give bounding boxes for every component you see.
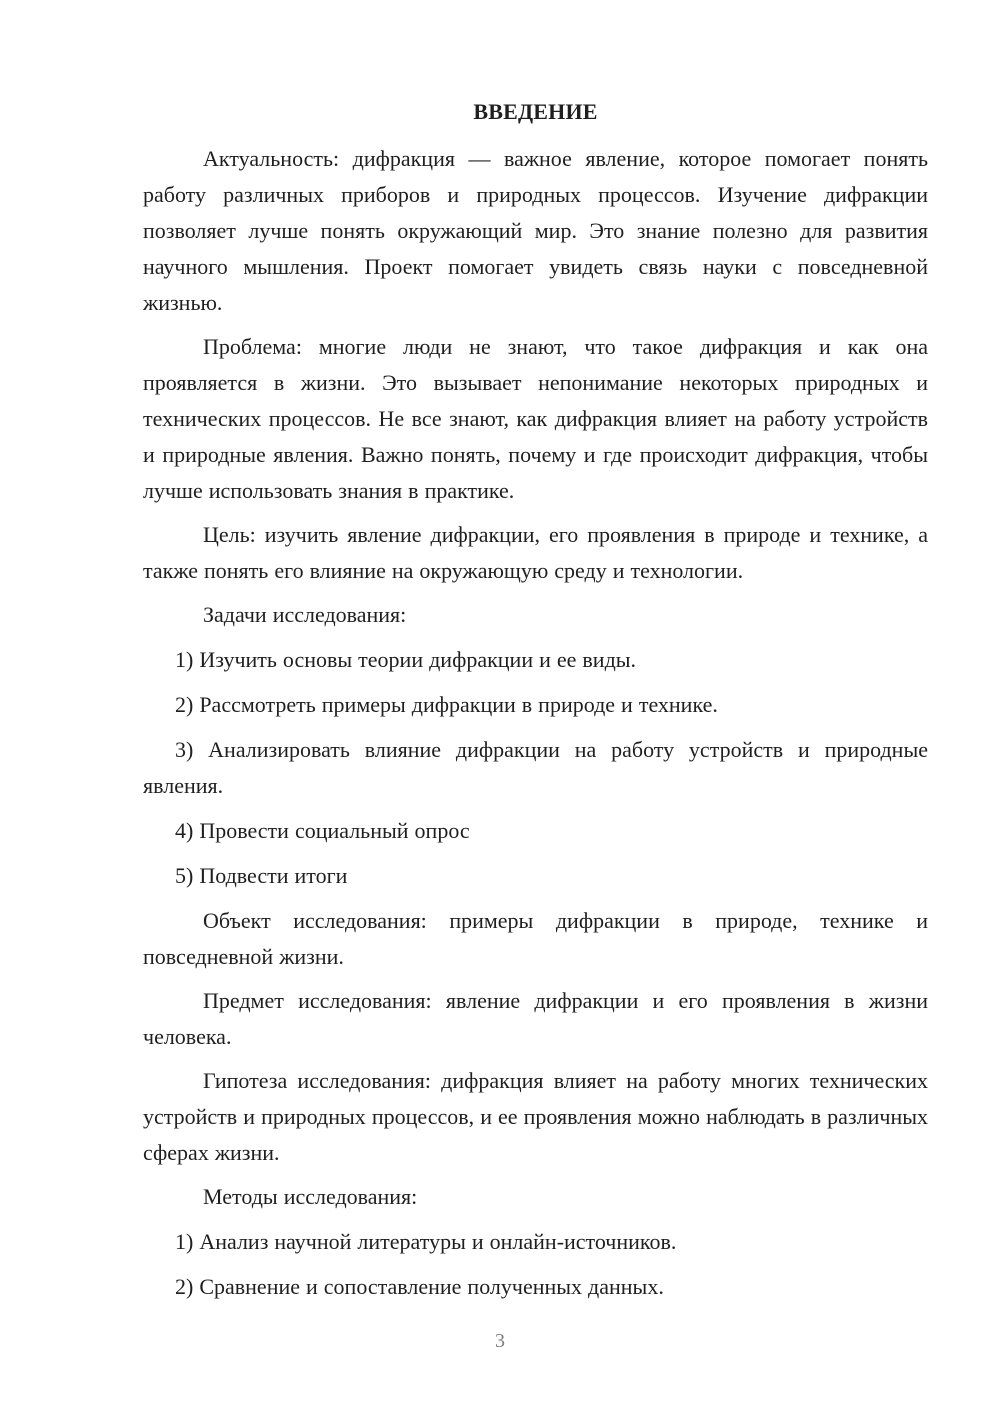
task-item: 3) Анализировать влияние дифракции на работу устройств и природные явления.: [143, 737, 928, 798]
page-title: ВВЕДЕНИЕ: [473, 99, 598, 124]
methods-heading: Методы исследования:: [203, 1184, 418, 1209]
task-item: 5) Подвести итоги: [175, 863, 348, 888]
task-item: 4) Провести социальный опрос: [175, 818, 470, 843]
subject-paragraph: Предмет исследования: явление дифракции и его проявления в жизни человека.: [143, 988, 928, 1049]
goal-paragraph: Цель: изучить явление дифракции, его проявления в природе и технике, а также понять его влияние на окружающую среду и технологии.: [143, 522, 928, 583]
problem-paragraph: Проблема: многие люди не знают, что такое дифракция и как она проявляется в жизни. Это вызывает непонимание некоторых природных и технических процессов. Не все знают, как дифракция влияет на работу устройств и природные явления. Важно понять, почему и где происходит дифракция, чтобы лучше использовать знания в практике.: [143, 334, 928, 503]
method-item: 2) Сравнение и сопоставление полученных данных.: [175, 1274, 664, 1299]
task-item: 1) Изучить основы теории дифракции и ее виды.: [175, 647, 637, 672]
object-paragraph: Объект исследования: примеры дифракции в природе, технике и повседневной жизни.: [143, 908, 928, 969]
task-item: 2) Рассмотреть примеры дифракции в природе и технике.: [175, 692, 718, 717]
page-number: 3: [495, 1330, 505, 1352]
method-item: 1) Анализ научной литературы и онлайн-источников.: [175, 1229, 677, 1254]
page-content: [143, 94, 928, 1314]
tasks-heading: Задачи исследования:: [203, 602, 407, 627]
hypothesis-paragraph: Гипотеза исследования: дифракция влияет на работу многих технических устройств и природных процессов, и ее проявления можно наблюдать в различных сферах жизни.: [143, 1068, 928, 1165]
relevance-paragraph: Актуальность: дифракция — важное явление, которое помогает понять работу различных приборов и природных процессов. Изучение дифракции позволяет лучше понять окружающий мир. Это знание полезно для развития научного мышления. Проект помогает увидеть связь науки с повседневной жизнью.: [143, 146, 928, 315]
